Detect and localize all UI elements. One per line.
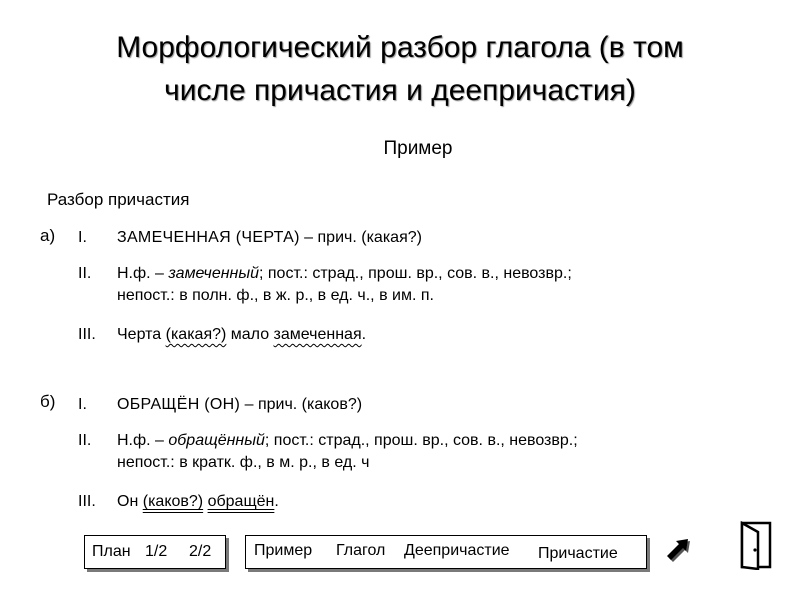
example-b-word-caps: ОБРАЩЁН (ОН)	[117, 396, 241, 413]
example-a-item-1	[117, 227, 422, 249]
topic-nav-box	[245, 535, 647, 569]
example-a-word-caps: ЗАМЕЧЕННАЯ (ЧЕРТА)	[117, 229, 300, 246]
example-a-subject: Черта	[117, 326, 166, 343]
nav-link-verb[interactable]: Глагол	[336, 542, 386, 559]
example-b-label: б)	[40, 392, 56, 411]
plan-link[interactable]: План	[92, 543, 131, 560]
section-heading: Разбор причастия	[47, 190, 190, 209]
example-a-question: (какая?)	[165, 326, 227, 343]
example-b-question: (каков?)	[142, 493, 204, 510]
plan-page-1-link[interactable]: 1/2	[145, 543, 168, 560]
example-a-label: а)	[40, 226, 56, 245]
example-b-item-3-number: III.	[78, 493, 96, 510]
example-b-item-1-rest: – прич. (каков?)	[240, 396, 363, 413]
example-b-initial-form: обращённый	[168, 432, 265, 449]
nav-link-participle[interactable]: Причастие	[538, 545, 618, 562]
example-b-nf-prefix: Н.ф. –	[117, 432, 169, 449]
example-a-item-3	[117, 324, 366, 346]
slide-subtitle: Пример	[383, 138, 453, 159]
example-a-initial-form: замеченный	[168, 265, 259, 282]
example-b-item-2-line-1	[117, 430, 578, 452]
return-arrow-icon[interactable]	[662, 534, 696, 566]
example-b-item-2-line-2: непост.: в кратк. ф., в м. р., в ед. ч	[117, 454, 370, 471]
example-b-constant-features: ; пост.: страд., прош. вр., сов. в., невозвр.;	[264, 432, 578, 449]
slide-title-line-2: числе причастия и деепричастия)	[164, 74, 636, 107]
example-a-item-3-number: III.	[78, 326, 96, 343]
example-a-item-2-number: II.	[78, 265, 92, 282]
example-b-item-2	[117, 430, 578, 474]
example-b-period: .	[274, 493, 279, 510]
example-b-subject: Он	[117, 493, 143, 510]
example-a-item-2	[117, 263, 572, 307]
example-b-item-1-number: I.	[78, 396, 87, 413]
example-a-period: .	[361, 326, 367, 343]
example-a-item-1-rest: – прич. (какая?)	[299, 229, 422, 246]
nav-link-example[interactable]: Пример	[254, 542, 313, 559]
example-a-item-2-line-1	[117, 263, 572, 285]
slide-title	[40, 26, 760, 112]
example-b-item-2-number: II.	[78, 432, 92, 449]
example-a-adverb: мало	[226, 326, 274, 343]
example-b-predicate: обращён	[207, 493, 275, 510]
slide-title-line-1: Морфологический разбор глагола (в том	[116, 31, 684, 64]
nav-link-gerund[interactable]: Деепричастие	[404, 542, 510, 559]
example-a-item-1-number: I.	[78, 229, 87, 246]
example-b-item-3	[117, 491, 279, 513]
example-a-item-2-line-2: непост.: в полн. ф., в ж. р., в ед. ч., в им. п.	[117, 287, 434, 304]
example-b-item-1	[117, 394, 362, 416]
example-a-nf-prefix: Н.ф. –	[117, 265, 169, 282]
plan-page-2-link[interactable]: 2/2	[189, 543, 212, 560]
exit-door-icon[interactable]	[736, 520, 776, 570]
example-a-participle: замеченная	[273, 326, 362, 343]
plan-nav-box	[84, 535, 226, 569]
example-a-constant-features: ; пост.: страд., прош. вр., сов. в., невозвр.;	[259, 265, 572, 282]
